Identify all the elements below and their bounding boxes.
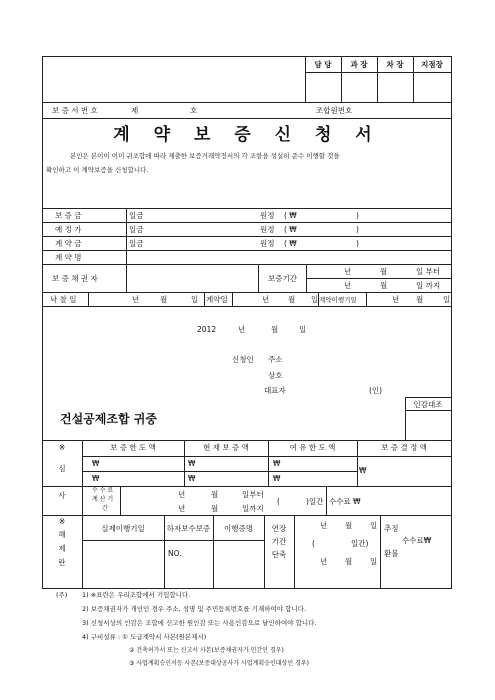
intro-line: 본인은 본이이 이미 귀조합에 따라 제출한 보증거래약정서의 각 조항을 성실히 준수 이행할 것을	[70, 152, 340, 160]
label-deposit: 예 정 가	[55, 225, 82, 234]
notes-label: (주)	[56, 591, 68, 599]
approval-cell: 차 장	[386, 60, 404, 69]
form-title: 계 약 보 증 신 청 서	[113, 125, 381, 145]
approval-cell: 과 장	[350, 60, 368, 69]
seal-check-box: 인감대조	[413, 400, 443, 409]
review-fee: 수수료 ₩	[329, 497, 361, 506]
col-limit: 보 증 한 도 액	[110, 443, 156, 452]
applicant-label: 신청인	[232, 355, 254, 364]
col-actual-date: 실제이행기일	[101, 524, 145, 533]
member-no-label: 조합원번호	[316, 106, 353, 115]
col-perform-proof: 이행증명	[224, 524, 253, 533]
col-decision: 보 증 결 정 액	[381, 443, 427, 452]
addressee: 건설공제조합 귀중	[60, 412, 157, 426]
guarantee-no-label: 보 증 서 번 호	[52, 106, 98, 115]
date-year: 2012	[197, 325, 217, 334]
col-current: 현 재 보 증 액	[203, 443, 249, 452]
approval-cell: 담 당	[314, 60, 332, 69]
label-contract-name: 계 약 명	[55, 253, 82, 262]
cancel-fee: 수수료₩	[402, 536, 432, 545]
applicant-rep: 대표자	[264, 386, 286, 395]
label-perform-date: 계약이행기일	[319, 296, 357, 304]
note-item: 3) 신청서상의 인감은 조합에 신고한 원인감 또는 사용인감으로 날인하여야 합니다.	[82, 619, 317, 627]
label-period: 보증기간	[268, 274, 297, 283]
col-defect-guarantee: 하자보수보증	[166, 524, 211, 533]
note-sub-item: ③ 사업계획승인서등 사본(보증대상공사가 사업계획승인대상인 경우)	[129, 660, 309, 667]
note-item: 4) 구비설류 : ① 도급계약서 사본(원본제시)	[82, 633, 207, 641]
label-contract-date: 계약일	[206, 295, 228, 304]
frame-top	[42, 56, 452, 57]
applicant-company: 상호	[268, 371, 283, 380]
col-spare: 여 유 한 도 액	[289, 443, 336, 452]
approval-cell: 지점장	[421, 60, 443, 69]
seal-mark: (인)	[369, 386, 383, 395]
intro-line: 확인하고 이 계약보증을 신청합니다.	[46, 166, 149, 174]
label-guarantee-amount: 보 증 금	[55, 211, 82, 220]
note-item: 1) ※표란은 우리조합에서 기입합니다.	[82, 591, 191, 599]
note-item: 2) 보증채권자가 개인인 경우 주소, 성명 및 주민등록번호를 기재하여야 합니다.	[82, 605, 307, 613]
label-contract-amount: 계 약 금	[55, 239, 82, 248]
label-bid-date: 낙 찰 일	[50, 295, 77, 304]
applicant-address: 주소	[268, 355, 283, 364]
label-beneficiary: 보 증 채 권 자	[52, 274, 98, 283]
note-sub-item: ② 건축허가서 또는 신고서 사본(보증채권자가 민간인 경우)	[129, 647, 284, 654]
